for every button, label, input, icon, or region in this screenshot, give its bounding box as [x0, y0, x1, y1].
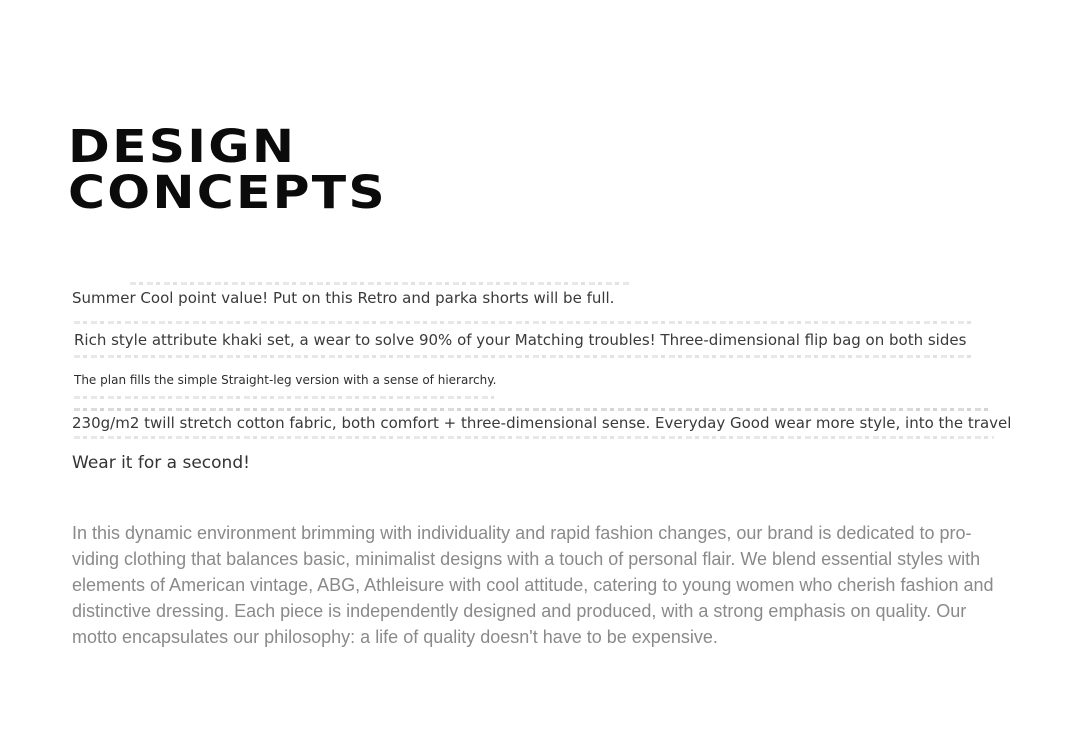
feature-line-5: Wear it for a second!: [72, 453, 250, 473]
faded-text-fragment: [74, 355, 974, 358]
feature-line-1: Summer Cool point value! Put on this Retro and parka shorts will be full.: [72, 289, 615, 307]
title-line-1: DESIGN: [68, 120, 297, 173]
page-title: [68, 120, 387, 219]
faded-text-fragment: [130, 282, 630, 285]
brand-description: In this dynamic environment brimming with individuality and rapid fashion changes, our brand is dedicated to pro-viding clothing that balances basic, minimalist designs with a touch of personal flair. We blend essential styles with elements of American vintage, ABG, Athleisure with cool attitude, catering to young women who cherish fashion and distinctive dressing. Each piece is independently designed and produced, with a strong emphasis on quality. Our motto encapsulates our philosophy: a life of quality doesn't have to be expensive.: [72, 523, 994, 647]
feature-line-3: The plan fills the simple Straight-leg version with a sense of hierarchy.: [74, 373, 497, 387]
faded-text-fragment: [74, 321, 974, 324]
feature-line-2: Rich style attribute khaki set, a wear to solve 90% of your Matching troubles! Three-dimensional flip bag on both sides: [74, 331, 967, 349]
faded-text-fragment: [74, 396, 494, 399]
faded-text-fragment: [74, 436, 994, 439]
feature-line-4: 230g/m2 twill stretch cotton fabric, both comfort + three-dimensional sense. Everyday Good wear more style, into the travel: [72, 414, 1012, 432]
faded-text-fragment: [74, 408, 989, 411]
title-line-2: CONCEPTS: [68, 166, 387, 219]
